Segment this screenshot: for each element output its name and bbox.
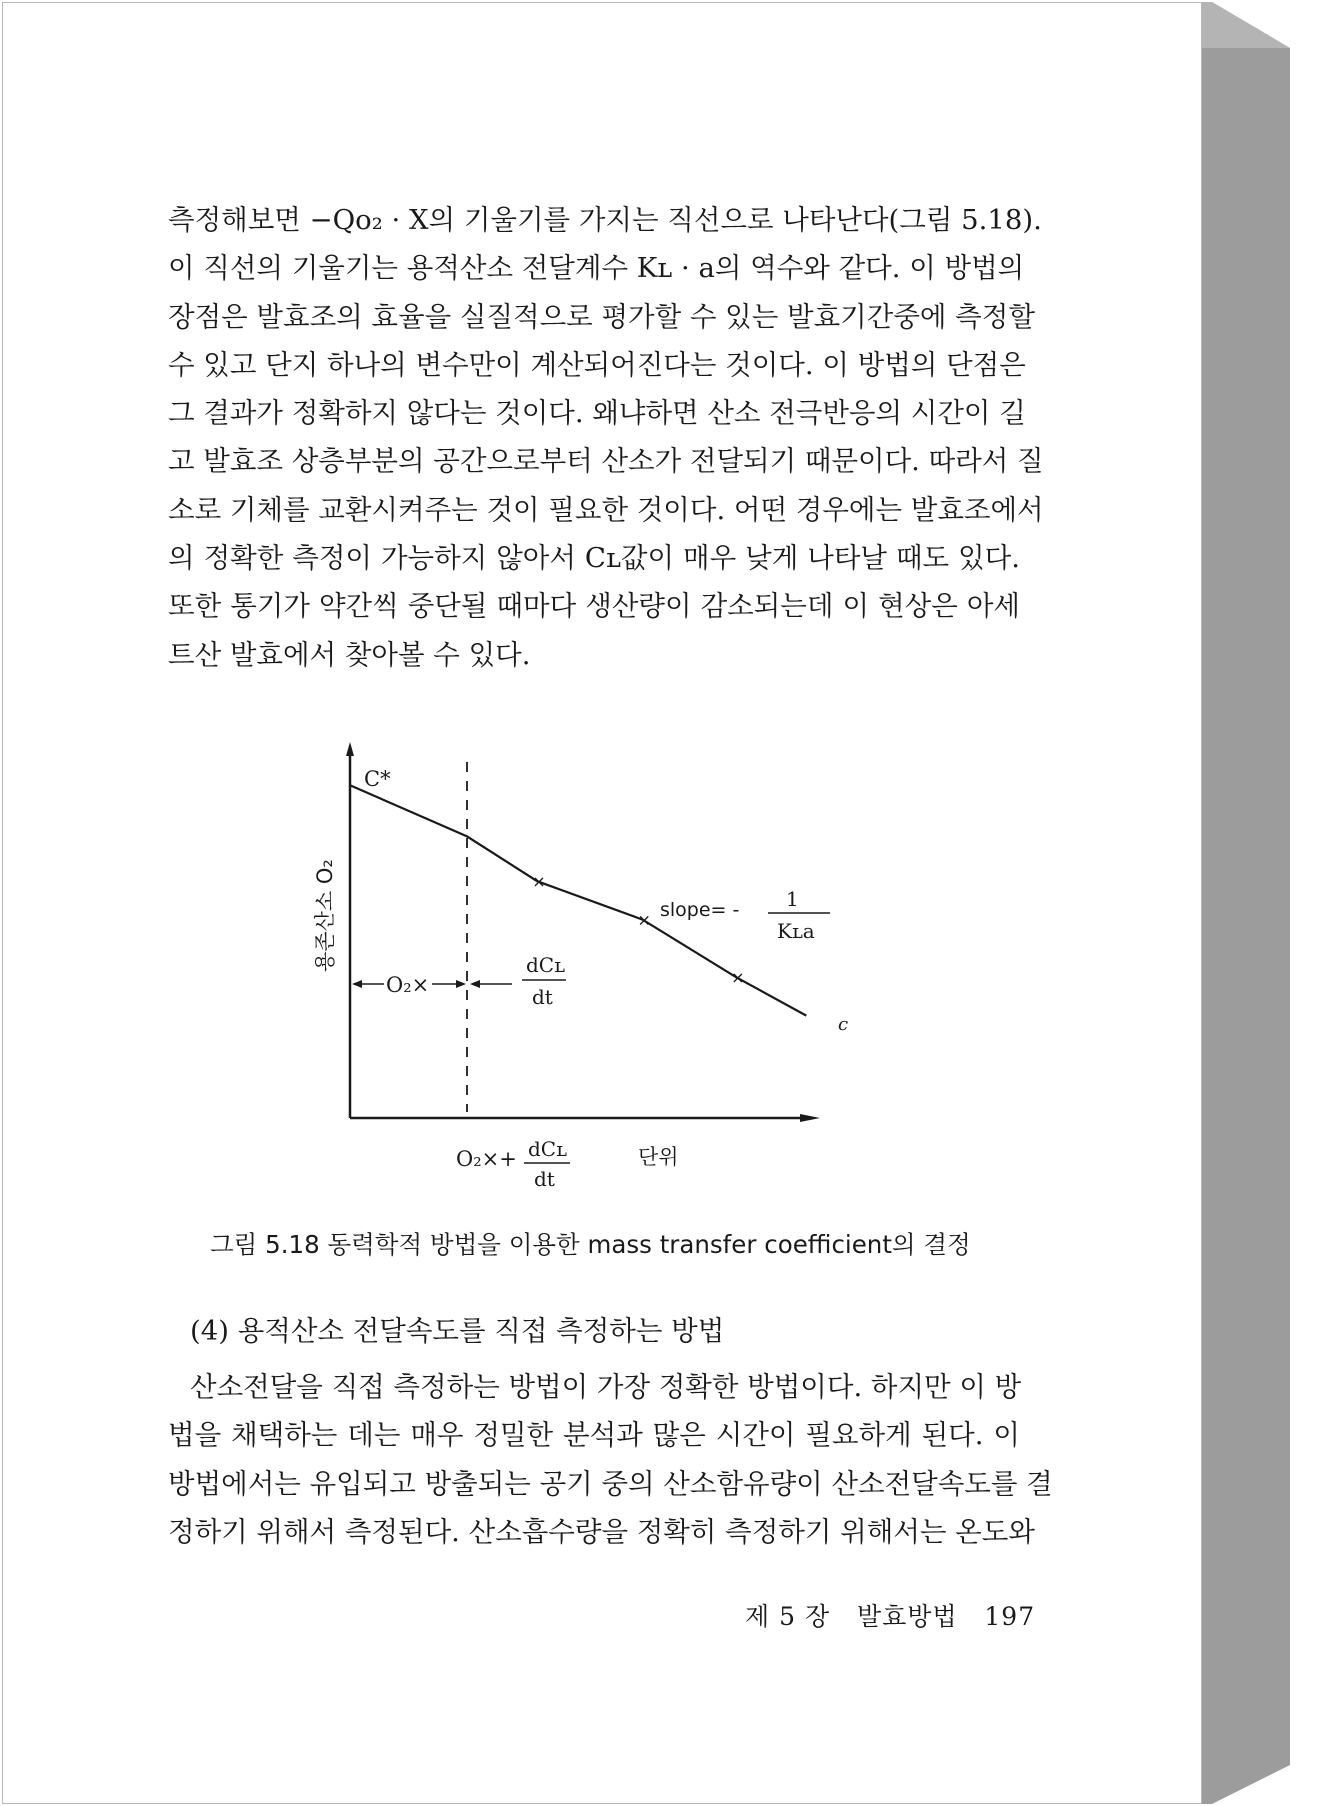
y-axis-arrow: [346, 742, 354, 756]
text-line: 그 결과가 정확하지 않다는 것이다. 왜냐하면 산소 전극반응의 시간이 길: [168, 397, 1026, 430]
y-axis-label: 용존산소 O₂: [313, 859, 337, 972]
text-line: 고 발효조 상층부분의 공간으로부터 산소가 전달되기 때문이다. 따라서 질: [168, 445, 1044, 478]
body-paragraph-1: [168, 196, 1044, 679]
section-heading: (4) 용적산소 전달속도를 직접 측정하는 방법: [190, 1315, 725, 1347]
text-line: 산소전달을 직접 측정하는 방법이 가장 정확한 방법이다. 하지만 이 방: [190, 1371, 1022, 1403]
slope-numerator: 1: [786, 887, 799, 911]
text-line: 또한 통기가 약간씩 중단될 때마다 생산량이 감소되는데 이 현상은 아세: [168, 590, 1020, 623]
text-line: 측정해보면 −Qo₂ · X의 기울기를 가지는 직선으로 나타난다(그림 5.18).: [168, 204, 1042, 236]
text-line: 트산 발효에서 찾아볼 수 있다.: [168, 638, 531, 671]
right-span-numerator: dCʟ: [526, 953, 565, 977]
figure-caption: 그림 5.18 동력학적 방법을 이용한 mass transfer coefficient의 결정: [210, 1230, 971, 1259]
left-span-label: O₂×: [386, 973, 430, 997]
left-span-arrowhead-right: [456, 980, 466, 988]
figure-5-18: [290, 740, 870, 1210]
slope-denominator: Kʟa: [777, 919, 815, 943]
text-line: 소로 기체를 교환시켜주는 것이 필요한 것이다. 어떤 경우에는 발효조에서: [168, 493, 1044, 526]
c-star-label: C*: [364, 767, 391, 791]
text-line: 수 있고 단지 하나의 변수만이 계산되어진다는 것이다. 이 방법의 단점은: [168, 348, 1026, 381]
text-line: 법을 채택하는 데는 매우 정밀한 분석과 많은 시간이 필요하게 된다. 이: [168, 1419, 1020, 1452]
right-span-denominator: dt: [532, 985, 553, 1009]
x-axis-arrow: [800, 1114, 820, 1122]
data-point-marker: ×: [637, 910, 651, 930]
text-line: 이 직선의 기울기는 용적산소 전달계수 Kʟ · a의 역수와 같다. 이 방법의: [168, 252, 1025, 285]
data-point-marker: ×: [532, 872, 546, 892]
footer-chapter: 제 5 장: [745, 1602, 831, 1631]
text-line: 정하기 위해서 측정된다. 산소흡수량을 정확히 측정하기 위해서는 온도와: [168, 1515, 1035, 1548]
c-end-label: c: [838, 1014, 849, 1035]
page-footer: [745, 1597, 1035, 1633]
right-span-arrowhead: [470, 980, 480, 988]
x-axis-label-prefix: O₂×+: [456, 1147, 517, 1171]
text-line: 의 정확한 측정이 가능하지 않아서 Cʟ값이 매우 낮게 나타날 때도 있다.: [168, 542, 1020, 575]
footer-chapter-title: 발효방법: [856, 1602, 958, 1631]
footer-page-number: 197: [984, 1602, 1036, 1631]
data-point-marker: ×: [731, 968, 745, 988]
x-axis-fraction-numerator: dCʟ: [528, 1137, 567, 1161]
x-axis-fraction-denominator: dt: [534, 1167, 555, 1191]
text-line: 방법에서는 유입되고 방출되는 공기 중의 산소함유량이 산소전달속도를 결: [168, 1467, 1053, 1500]
text-line: 장점은 발효조의 효율을 실질적으로 평가할 수 있는 발효기간중에 측정할: [168, 300, 1035, 333]
slope-label: slope= -: [660, 899, 740, 921]
left-span-arrowhead: [352, 980, 362, 988]
x-axis-unit: 단위: [638, 1145, 679, 1169]
body-paragraph-2: [168, 1363, 1053, 1556]
